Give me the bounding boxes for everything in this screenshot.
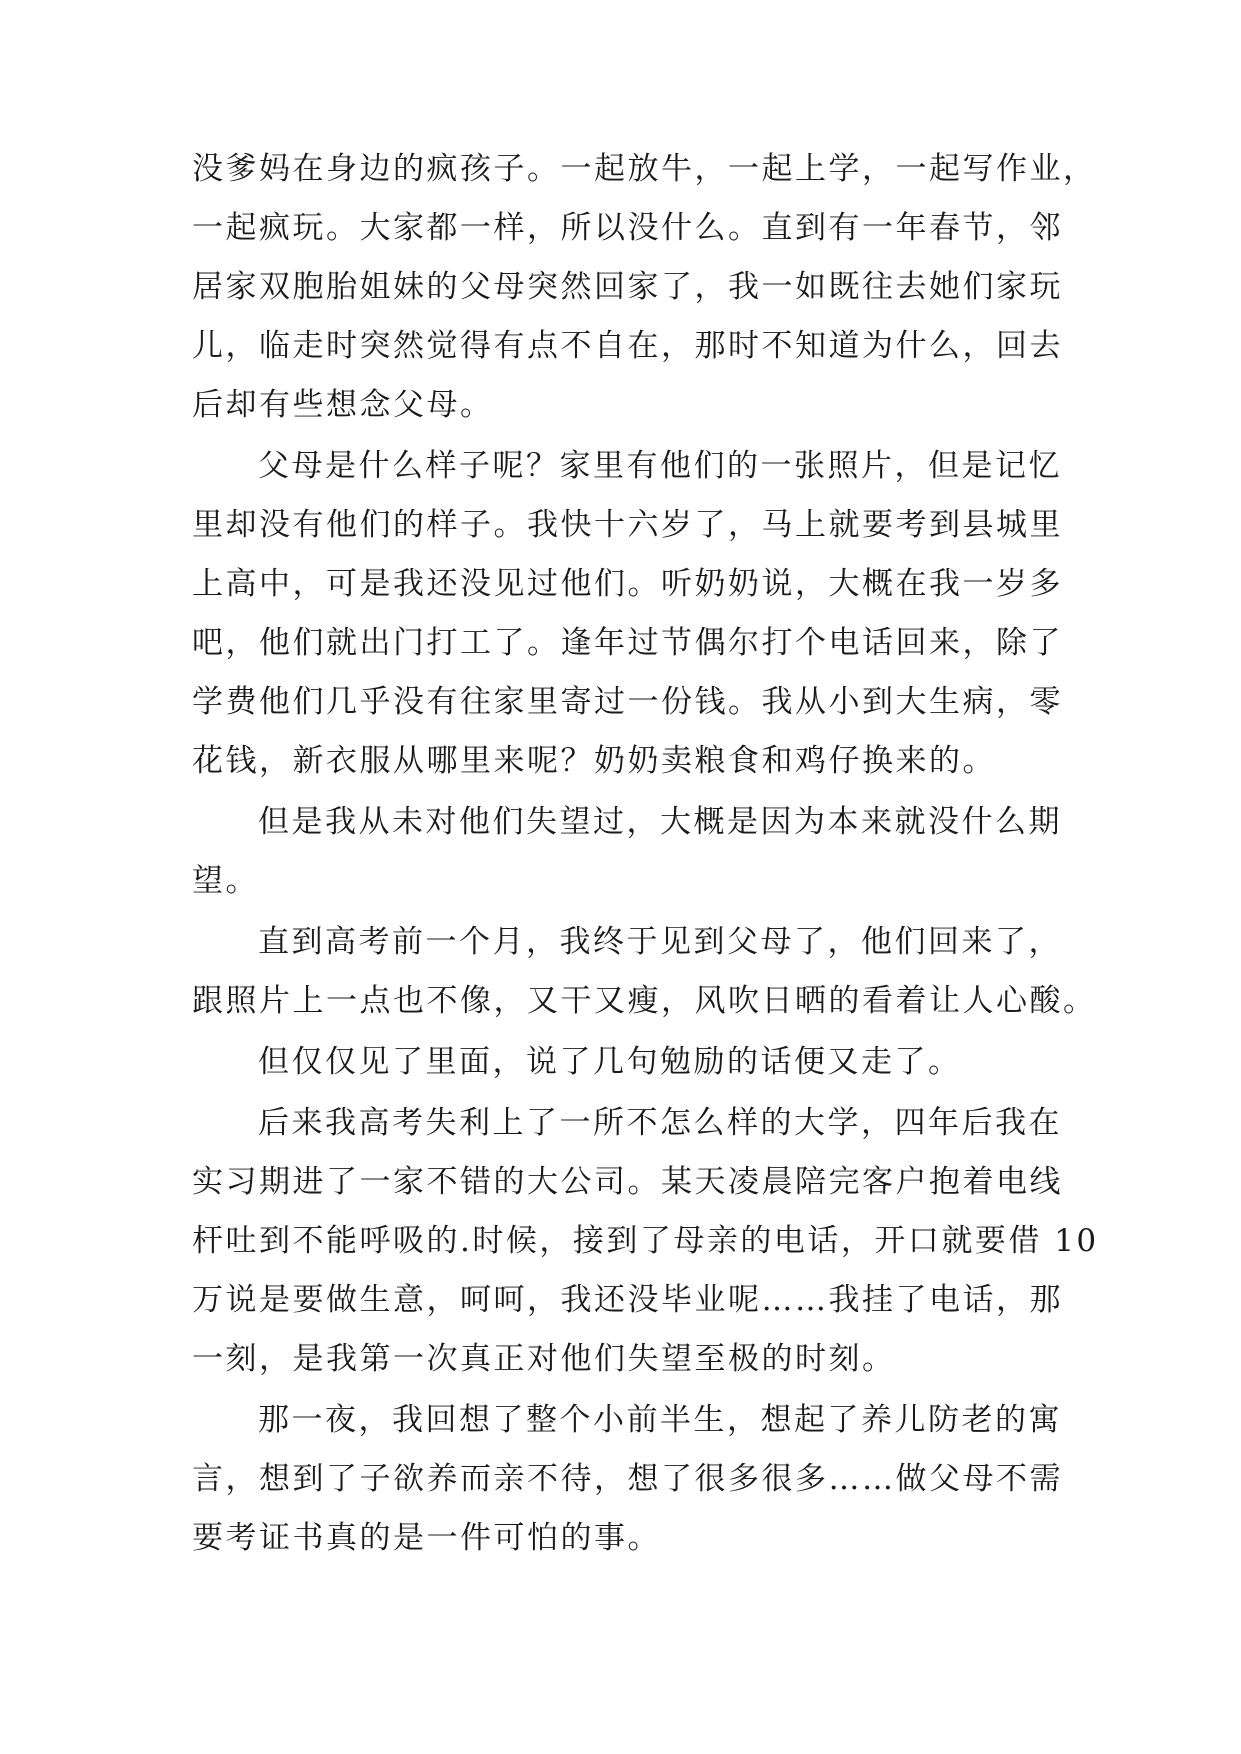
paragraph-first-line: 但仅仅见了里面，说了几句勉励的话便又走了。 [258, 1044, 962, 1080]
text-line: 花钱，新衣服从哪里来呢？奶奶卖粮食和鸡仔换来的。 [192, 743, 996, 779]
paragraph-first-line: 直到高考前一个月，我终于见到父母了，他们回来了， [258, 924, 1062, 960]
text-line: 万说是要做生意，呵呵，我还没毕业呢……我挂了电话，那 [192, 1282, 1063, 1318]
text-line: 后却有些想念父母。 [192, 387, 494, 423]
text-line: 学费他们几乎没有往家里寄过一份钱。我从小到大生病，零 [192, 684, 1063, 720]
text-line: 一起疯玩。大家都一样，所以没什么。直到有一年春节，邻 [192, 210, 1063, 246]
paragraph-first-line: 后来我高考失利上了一所不怎么样的大学，四年后我在 [258, 1105, 1062, 1141]
text-line: 居家双胞胎姐妹的父母突然回家了，我一如既往去她们家玩 [192, 269, 1063, 305]
text-line: 杆吐到不能呼吸的.时候，接到了母亲的电话，开口就要借 10 [192, 1223, 1099, 1259]
text-line: 跟照片上一点也不像，又干又瘦，风吹日晒的看着让人心酸。 [192, 983, 1097, 1019]
text-line: 言，想到了子欲养而亲不待，想了很多很多……做父母不需 [192, 1461, 1063, 1497]
paragraph-first-line: 父母是什么样子呢？家里有他们的一张照片，但是记忆 [258, 448, 1062, 484]
text-line: 没爹妈在身边的疯孩子。一起放牛，一起上学，一起写作业， [192, 151, 1097, 187]
text-line: 吧，他们就出门打工了。逢年过节偶尔打个电话回来，除了 [192, 625, 1063, 661]
paragraph-first-line: 但是我从未对他们失望过，大概是因为本来就没什么期 [258, 804, 1062, 840]
paragraph-first-line: 那一夜，我回想了整个小前半生，想起了养儿防老的寓 [258, 1402, 1062, 1438]
text-line: 望。 [192, 863, 259, 899]
text-line: 上高中，可是我还没见过他们。听奶奶说，大概在我一岁多 [192, 566, 1063, 602]
text-line: 一刻，是我第一次真正对他们失望至极的时刻。 [192, 1341, 896, 1377]
text-line: 儿，临走时突然觉得有点不自在，那时不知道为什么，回去 [192, 328, 1063, 364]
text-line: 要考证书真的是一件可怕的事。 [192, 1520, 661, 1556]
text-line: 实习期进了一家不错的大公司。某天凌晨陪完客户抱着电线 [192, 1164, 1063, 1200]
text-line: 里却没有他们的样子。我快十六岁了，马上就要考到县城里 [192, 507, 1063, 543]
